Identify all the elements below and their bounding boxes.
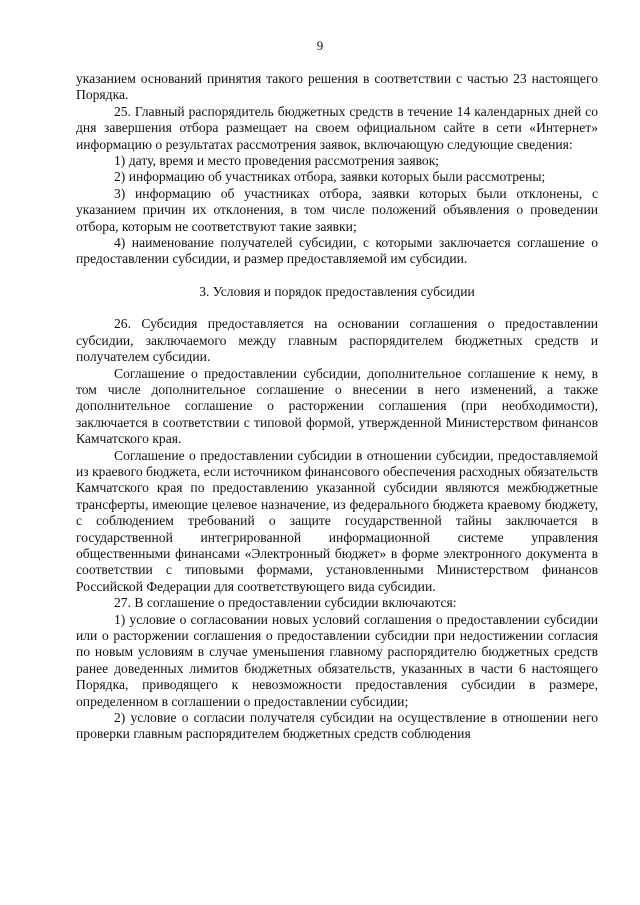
list-item: 3) информацию об участниках отбора, заявки которых были отклонены, с указанием причин их отклонения, в том числе положений объявления о проведении отбора, которым не соответствуют такие заявки; bbox=[76, 185, 598, 234]
list-item: 2) условие о согласии получателя субсидии на осуществление в отношении него проверки главным распорядителем бюджетных средств соблюдения bbox=[76, 710, 598, 742]
list-item: 1) дату, время и место проведения рассмотрения заявок; bbox=[114, 153, 440, 169]
paragraph-26: 26. Субсидия предоставляется на основании соглашения о предоставлении субсидии, заключаемого между главным распорядителем бюджетных средств и получателем субсидии. bbox=[76, 316, 598, 365]
paragraph: Соглашение о предоставлении субсидии, дополнительное соглашение к нему, в том числе дополнительное соглашение о внесении в него изменений, а также дополнительное соглашение о расторжении соглашения (при необходимости), заключается в соответствии с типовой формой, утвержденной Министерством финансов Камчатского края. bbox=[76, 365, 598, 447]
paragraph: указанием оснований принятия такого решения в соответствии с частью 23 настоящего Порядка. bbox=[76, 71, 598, 103]
list-item: 1) условие о согласовании новых условий соглашения о предоставлении субсидии или о расторжении соглашения о предоставлении субсидии при недостижении согласия по новым условиям в случае уменьшения главному распорядителю бюджетных средств ранее доведенных лимитов бюджетных обязательств, указанных в части 6 настоящего Порядка, приводящего к невозможности предоставления субсидии в размере, определенном в соглашении о предоставлении субсидии; bbox=[76, 611, 598, 709]
list-item: 4) наименование получателей субсидии, с которыми заключается соглашение о предоставлении субсидии, и размер предоставляемой им субсидии. bbox=[76, 235, 598, 267]
page-number: 9 bbox=[316, 38, 324, 53]
paragraph-25: 25. Главный распорядитель бюджетных средств в течение 14 календарных дней со дня завершения отбора размещает на своем официальном сайте в сети «Интернет» информацию о результатах рассмотрения заявок, включающую следующие сведения: bbox=[76, 103, 598, 152]
list-item: 2) информацию об участниках отбора, заявки которых были рассмотрены; bbox=[114, 169, 546, 185]
paragraph-27: 27. В соглашение о предоставлении субсидии включаются: bbox=[114, 595, 457, 611]
document-body bbox=[76, 71, 598, 743]
section-heading: 3. Условия и порядок предоставления субсидии bbox=[199, 283, 475, 299]
paragraph: Соглашение о предоставлении субсидии в отношении субсидии, предоставляемой из краевого бюджета, если источником финансового обеспечения расходных обязательств Камчатского края по предоставлению указанной субсидии являются межбюджетные трансферты, имеющие целевое назначение, из федерального бюджета краевому бюджету, с соблюдением требований о защите государственной тайны заключается в государственной интегрированной информационной системе управления общественными финансами «Электронный бюджет» в форме электронного документа в соответствии с типовыми формами, установленными Министерством финансов Российской Федерации для соответствующего вида субсидии. bbox=[76, 447, 598, 594]
